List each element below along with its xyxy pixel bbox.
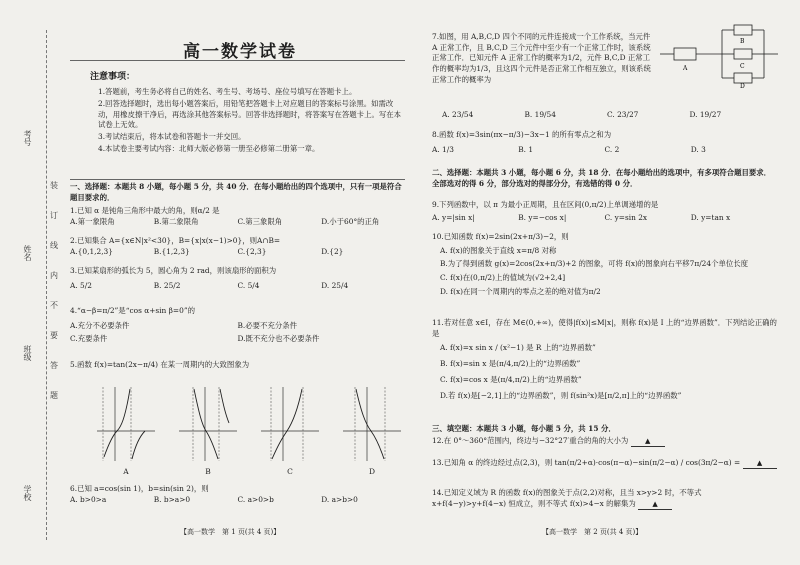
seal-char: 要 xyxy=(50,331,58,340)
question-stem: 9.下列函数中，以 π 为最小正周期，且在区间(0,π/2)上单调递增的是 xyxy=(432,200,659,209)
option: B. 19/54 xyxy=(524,110,556,119)
option: A.充分不必要条件 xyxy=(70,320,130,330)
option: A. 1/3 xyxy=(432,144,454,154)
question-stem: 3.已知某扇形的弧长为 5，圆心角为 2 rad，则该扇形的面积为 xyxy=(70,266,277,275)
option: C. 2 xyxy=(604,144,620,154)
notice-item: 4.本试卷主要考试内容：北师大版必修第一册至必修第二册第一章。 xyxy=(98,143,320,153)
option: B.必要不充分条件 xyxy=(237,320,298,330)
answer-blank: ▲ xyxy=(638,499,672,510)
tan-graphs xyxy=(95,383,405,478)
question-stem: 14.已知定义域为 R 的函数 f(x)的图象关于点(2,2)对称，且当 x>y>2 时，不等式 x+f(4−y)>y+f(4−x) 恒成立，则不等式 f(x)>4−x 的解集为 xyxy=(432,488,702,508)
question-stem: 1.已知 α 是钝角三角形中最大的角，则α/2 是 xyxy=(70,206,220,215)
option: D. f(x)在同一个周期内的零点之差的绝对值为π/2 xyxy=(440,286,601,296)
option: A. y=|sin x| xyxy=(432,212,475,222)
question-stem: 11.若对任意 x∈I，存在 M∈(0,+∞)，使得|f(x)|≤M|x|，则称 f(x)是 I 上的“边界函数”．下列结论正确的是 xyxy=(432,318,777,338)
question-1 xyxy=(70,206,405,227)
question-stem: 7.如图，用 A,B,C,D 四个不同的元件连接成一个工作系统，当元件 A 正常工作，且 B,C,D 三个元件中至少有一个正常工作时，该系统正常工作．已知元件 A 正常工作的概率为1/2，元件 B,C,D 正常工作的概率均为1/3，且这四个元件是否正常工作相互独立，则该系统正常工作的概率为 xyxy=(432,32,651,84)
graph-label: B xyxy=(205,467,211,477)
question-3 xyxy=(70,266,405,291)
page-2 xyxy=(432,0,782,565)
seal-char: 订 xyxy=(50,211,58,220)
binding-line xyxy=(46,30,47,540)
graph-label: A xyxy=(123,467,129,477)
circuit-label-a: A xyxy=(683,65,688,72)
option: C. 23/27 xyxy=(607,110,639,119)
graph-a xyxy=(95,383,157,478)
option: A.第一象限角 xyxy=(70,216,115,226)
notice-item: 3.考试结束后，将本试卷和答题卡一并交回。 xyxy=(98,131,246,141)
seal-char: 线 xyxy=(50,241,58,250)
graph-a-plot xyxy=(95,383,157,463)
option: C.第三象限角 xyxy=(237,216,283,226)
answer-blank: ▲ xyxy=(631,436,665,447)
option: D. 25/4 xyxy=(321,280,349,290)
question-8 xyxy=(432,130,777,155)
seal-char: 内 xyxy=(50,271,58,280)
question-stem: 2.已知集合 A={x∈N|x²<30}，B={x|x(x−1)>0}，则A∩B= xyxy=(70,236,281,245)
option: C. 5/4 xyxy=(237,280,260,290)
seal-char: 题 xyxy=(50,391,58,400)
section-3-heading: 三、填空题：本题共 3 小题，每小题 5 分，共 15 分． xyxy=(432,424,616,433)
question-5 xyxy=(70,360,405,371)
circuit-label-d: D xyxy=(740,83,745,88)
question-12 xyxy=(432,436,777,447)
notice-item: 1.答题前，考生务必将自己的姓名、考生号、考场号、座位号填写在答题卡上。 xyxy=(98,87,357,97)
option: B. 1 xyxy=(518,144,534,154)
option: A. 5/2 xyxy=(70,280,92,290)
seal-char: 装 xyxy=(50,181,58,190)
graph-d-plot xyxy=(341,383,403,463)
option: B.第二象限角 xyxy=(153,216,199,226)
question-6 xyxy=(70,484,405,505)
option: A. 23/54 xyxy=(442,110,474,119)
label-banji: 班级 xyxy=(23,345,32,361)
graph-d xyxy=(341,383,403,478)
option: D. 19/27 xyxy=(689,110,722,119)
graph-b-plot xyxy=(177,383,239,463)
seal-char: 不 xyxy=(50,301,58,310)
page-footer: 【高一数学 第 2 页(共 4 页)】 xyxy=(542,528,643,536)
circuit-label-b: B xyxy=(740,38,745,45)
graph-c xyxy=(259,383,321,478)
question-stem: 6.已知 a=cos(sin 1)，b=sin(sin 2)，则 xyxy=(70,484,209,493)
question-13 xyxy=(432,458,777,469)
answer-blank: ▲ xyxy=(743,458,777,469)
option: D.{2} xyxy=(321,246,344,256)
question-7-options xyxy=(442,110,772,121)
graph-label: D xyxy=(368,467,375,477)
option: A. f(x)=x sin x / (x²−1) 是 R 上的“边界函数” xyxy=(440,343,596,353)
option: C.{2,3} xyxy=(237,246,267,256)
question-4 xyxy=(70,306,405,345)
option: C. y=sin 2x xyxy=(604,212,648,222)
option: D. y=tan x xyxy=(690,212,731,222)
label-kaohao: 考号 xyxy=(23,130,32,146)
notice-item: 2.回答选择题时，选出每小题答案后，用铅笔把答题卡上对应题目的答案标号涂黑。如需改动，用橡皮擦干净后，再选涂其他答案标号。回答非选择题时，将答案写在答题卡上。写在本试卷上无效。 xyxy=(98,98,402,130)
notice-box xyxy=(70,60,405,180)
label-xuexiao: 学校 xyxy=(23,485,32,501)
graph-c-plot xyxy=(259,383,321,463)
section-2-heading: 二、选择题：本题共 3 小题，每小题 6 分，共 18 分．在每小题给出的选项中，有多项符合题目要求．全部选对的得 6 分，部分选对的得部分分，有选错的得 0 分． xyxy=(432,168,772,188)
option: B.{1,2,3} xyxy=(153,246,190,256)
circuit-label-c: C xyxy=(740,63,745,70)
binding-margin xyxy=(0,30,62,550)
option: B. f(x)=sin x 是(π/4,π/2)上的“边界函数” xyxy=(440,359,581,369)
question-stem: 8.函数 f(x)=3sin(πx−π/3)−3x−1 的所有零点之和为 xyxy=(432,130,612,139)
page-footer: 【高一数学 第 1 页(共 4 页)】 xyxy=(180,528,281,536)
option: A.{0,1,2,3} xyxy=(70,246,113,256)
option: B.为了得到函数 g(x)=2cos(2x+π/3)+2 的图象，可将 f(x)的图象向右平移7π/24个单位长度 xyxy=(440,259,749,269)
question-stem: 13.已知角 α 的终边经过点(2,3)，则 tan(π/2+α)·cos(π−α)−sin(π/2−α) / cos(3π/2−α) = xyxy=(432,458,741,467)
question-7 xyxy=(432,32,657,86)
question-stem: 12.在 0°～360°范围内，终边与−32°27′重合的角的大小为 xyxy=(432,436,629,445)
section-1-heading: 一、选择题：本题共 8 小题，每小题 5 分，共 40 分．在每小题给出的四个选项中，只有一项是符合题目要求的． xyxy=(70,182,402,202)
seal-char: 答 xyxy=(50,361,58,370)
question-stem: 10.已知函数 f(x)=2sin(2x+π/3)−2，则 xyxy=(432,232,569,241)
option: D. 3 xyxy=(690,144,706,154)
option: B. y=−cos x| xyxy=(518,212,567,222)
notice-title: 注意事项： xyxy=(90,72,136,82)
option: D.小于60°的正角 xyxy=(321,216,380,226)
label-xingming: 姓名 xyxy=(23,245,32,261)
question-9 xyxy=(432,200,777,223)
option: D.既不充分也不必要条件 xyxy=(237,334,320,344)
option: A. f(x)的图象关于直线 x=π/8 对称 xyxy=(440,245,557,255)
option: B. b>a>0 xyxy=(153,494,191,504)
page-1 xyxy=(70,0,410,565)
question-10 xyxy=(432,232,777,298)
option: C. a>0>b xyxy=(237,494,274,504)
option: C. f(x)=cos x 是(π/4,π/2)上的“边界函数” xyxy=(440,374,582,384)
question-14 xyxy=(432,488,777,510)
option: C. f(x)在(0,π/2)上的值域为(√2+2,4] xyxy=(440,273,566,283)
option: D.若 f(x)是[−2,1]上的“边界函数”，则 f(sin²x)是[π/2,π]上的“边界函数” xyxy=(440,390,682,400)
circuit-svg xyxy=(660,20,780,88)
question-2 xyxy=(70,236,405,257)
option: D. a>b>0 xyxy=(321,494,358,504)
question-stem: 5.函数 f(x)=tan(2x−π/4) 在某一周期内的大致图象为 xyxy=(70,360,250,369)
question-stem: 4.“α−β=π/2”是“cos α+sin β=0”的 xyxy=(70,306,195,315)
option: A. b>0>a xyxy=(70,494,107,504)
exam-title: 高一数学试卷 xyxy=(183,42,297,62)
graph-b xyxy=(177,383,239,478)
question-11 xyxy=(432,318,777,401)
option: C.充要条件 xyxy=(70,334,108,344)
circuit-diagram xyxy=(660,20,780,88)
option: B. 25/2 xyxy=(153,280,181,290)
graph-label: C xyxy=(287,467,293,477)
